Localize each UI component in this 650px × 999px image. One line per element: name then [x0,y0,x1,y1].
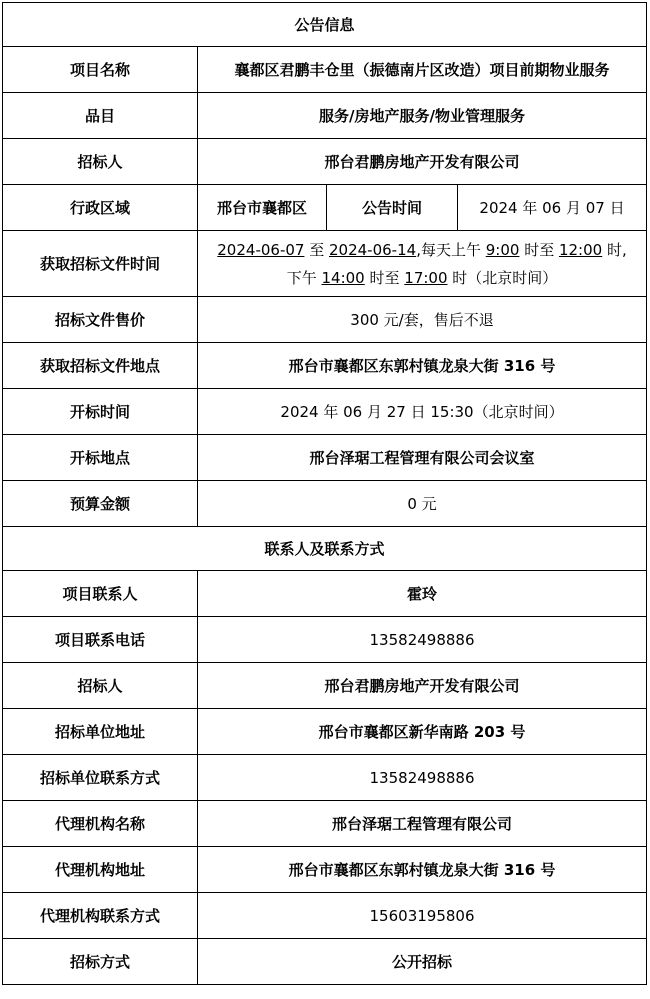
doc-time-to3: 时至 [364,268,405,287]
doc-start-date: 2024-06-07 [217,240,305,259]
doc-pm-start: 14:00 [321,268,365,287]
project-name-value: 襄都区君鹏丰仓里（振德南片区改造）项目前期物业服务 [198,47,647,93]
contact-tenderer-value: 邢台君鹏房地产开发有限公司 [198,663,647,709]
opening-place-label: 开标地点 [3,435,198,481]
tenderer-value: 邢台君鹏房地产开发有限公司 [198,139,647,185]
doc-price-label: 招标文件售价 [3,297,198,343]
opening-place-value: 邢台泽琚工程管理有限公司会议室 [198,435,647,481]
tenderer-contact-value: 13582498886 [198,755,647,801]
agency-address-value: 邢台市襄都区东郭村镇龙泉大街 316 号 [198,847,647,893]
agency-name-value: 邢台泽琚工程管理有限公司 [198,801,647,847]
doc-place-label: 获取招标文件地点 [3,343,198,389]
notice-table [2,2,647,985]
budget-label: 预算金额 [3,481,198,527]
category-value: 服务/房地产服务/物业管理服务 [198,93,647,139]
project-name-label: 项目名称 [3,47,198,93]
tenderer-address-label: 招标单位地址 [3,709,198,755]
section-title-notice: 公告信息 [3,3,647,47]
project-phone-value: 13582498886 [198,617,647,663]
doc-price-value: 300 元/套，售后不退 [198,297,647,343]
doc-time-pm-prefix: 下午 [286,268,322,287]
method-label: 招标方式 [3,939,198,985]
doc-time-after-am: 时, [602,240,627,259]
doc-end-date: 2024-06-14 [329,240,417,259]
tenderer-address-value: 邢台市襄都区新华南路 203 号 [198,709,647,755]
project-contact-value: 霍玲 [198,571,647,617]
tenderer-label: 招标人 [3,139,198,185]
opening-time-label: 开标时间 [3,389,198,435]
opening-time-value: 2024 年 06 月 27 日 15:30（北京时间） [198,389,647,435]
budget-value: 0 元 [198,481,647,527]
doc-time-value [198,231,647,297]
doc-am-start: 9:00 [485,240,520,259]
doc-time-label: 获取招标文件时间 [3,231,198,297]
agency-name-label: 代理机构名称 [3,801,198,847]
agency-address-label: 代理机构地址 [3,847,198,893]
doc-time-to2: 时至 [519,240,559,259]
region-value: 邢台市襄都区 [198,185,327,231]
doc-place-value: 邢台市襄都区东郭村镇龙泉大街 316 号 [198,343,647,389]
project-phone-label: 项目联系电话 [3,617,198,663]
section-title-contacts: 联系人及联系方式 [3,527,647,571]
doc-time-suffix: 时（北京时间） [447,268,558,287]
category-label: 品目 [3,93,198,139]
agency-contact-value: 15603195806 [198,893,647,939]
doc-pm-end: 17:00 [404,268,448,287]
doc-time-to1: 至 [304,240,329,259]
doc-am-end: 12:00 [558,240,603,259]
notice-time-value: 2024 年 06 月 07 日 [458,185,647,231]
region-label: 行政区域 [3,185,198,231]
method-value: 公开招标 [198,939,647,985]
agency-contact-label: 代理机构联系方式 [3,893,198,939]
notice-time-label: 公告时间 [327,185,458,231]
doc-time-daily-am: ,每天上午 [416,240,486,259]
tenderer-contact-label: 招标单位联系方式 [3,755,198,801]
contact-tenderer-label: 招标人 [3,663,198,709]
project-contact-label: 项目联系人 [3,571,198,617]
